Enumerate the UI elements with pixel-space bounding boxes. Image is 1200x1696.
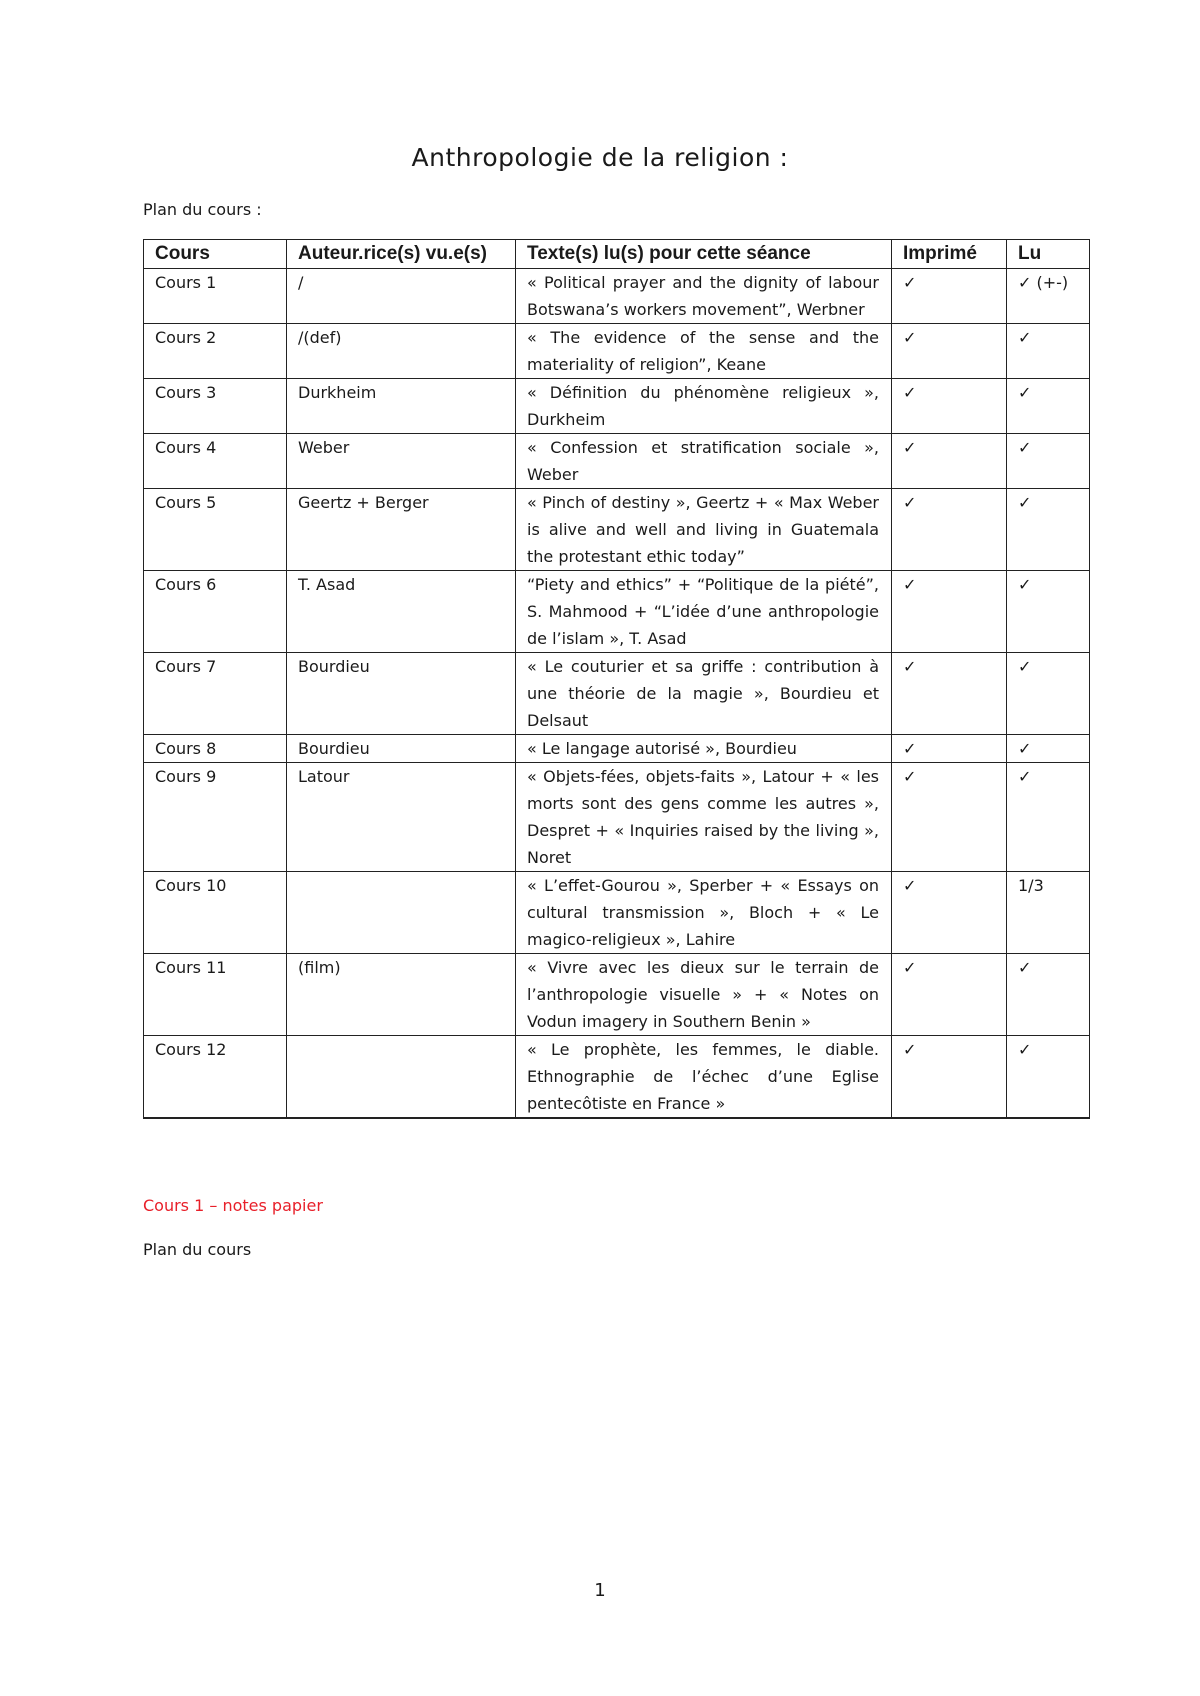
cell-cours: Cours 1 bbox=[144, 269, 287, 324]
cell-texte: « Confession et stratification sociale », Weber bbox=[516, 434, 892, 489]
cell-auteur: /(def) bbox=[287, 324, 516, 379]
header-texte: Texte(s) lu(s) pour cette séance bbox=[516, 240, 892, 269]
cell-auteur: Bourdieu bbox=[287, 735, 516, 763]
cell-cours: Cours 5 bbox=[144, 489, 287, 571]
cell-texte: « Le langage autorisé », Bourdieu bbox=[516, 735, 892, 763]
cell-cours: Cours 9 bbox=[144, 763, 287, 872]
cell-auteur: Weber bbox=[287, 434, 516, 489]
table-row bbox=[144, 735, 1090, 763]
cell-lu: ✓ bbox=[1007, 653, 1090, 735]
header-imprime: Imprimé bbox=[892, 240, 1007, 269]
cell-cours: Cours 3 bbox=[144, 379, 287, 434]
section-heading: Cours 1 – notes papier bbox=[143, 1196, 323, 1215]
cell-imprime: ✓ bbox=[892, 324, 1007, 379]
table-row bbox=[144, 1036, 1090, 1119]
cell-imprime: ✓ bbox=[892, 1036, 1007, 1119]
table-row bbox=[144, 379, 1090, 434]
table-row bbox=[144, 489, 1090, 571]
cell-lu: ✓ bbox=[1007, 434, 1090, 489]
table-row bbox=[144, 763, 1090, 872]
cell-auteur: T. Asad bbox=[287, 571, 516, 653]
cell-texte: « Pinch of destiny », Geertz + « Max Weber is alive and well and living in Guatemala the protestant ethic today” bbox=[516, 489, 892, 571]
page-title: Anthropologie de la religion : bbox=[411, 143, 789, 172]
cell-texte: « Political prayer and the dignity of labour Botswana’s workers movement”, Werbner bbox=[516, 269, 892, 324]
cell-cours: Cours 6 bbox=[144, 571, 287, 653]
cell-imprime: ✓ bbox=[892, 653, 1007, 735]
cell-imprime: ✓ bbox=[892, 434, 1007, 489]
cell-imprime: ✓ bbox=[892, 571, 1007, 653]
course-table bbox=[143, 239, 1090, 1119]
table-row bbox=[144, 324, 1090, 379]
cell-lu: ✓ bbox=[1007, 763, 1090, 872]
cell-lu: ✓ bbox=[1007, 379, 1090, 434]
cell-imprime: ✓ bbox=[892, 489, 1007, 571]
cell-texte: « The evidence of the sense and the materiality of religion”, Keane bbox=[516, 324, 892, 379]
cell-auteur: Geertz + Berger bbox=[287, 489, 516, 571]
cell-imprime: ✓ bbox=[892, 735, 1007, 763]
cell-texte: « Le prophète, les femmes, le diable. Ethnographie de l’échec d’une Eglise pentecôtiste en France » bbox=[516, 1036, 892, 1119]
table-row bbox=[144, 954, 1090, 1036]
cell-imprime: ✓ bbox=[892, 872, 1007, 954]
table-body bbox=[144, 269, 1090, 1119]
cell-cours: Cours 4 bbox=[144, 434, 287, 489]
cell-auteur bbox=[287, 1036, 516, 1119]
cell-cours: Cours 11 bbox=[144, 954, 287, 1036]
header-cours: Cours bbox=[144, 240, 287, 269]
table-row bbox=[144, 571, 1090, 653]
header-lu: Lu bbox=[1007, 240, 1090, 269]
cell-imprime: ✓ bbox=[892, 954, 1007, 1036]
cell-lu: ✓ bbox=[1007, 954, 1090, 1036]
cell-cours: Cours 10 bbox=[144, 872, 287, 954]
cell-texte: « Le couturier et sa griffe : contribution à une théorie de la magie », Bourdieu et Delsaut bbox=[516, 653, 892, 735]
table-row bbox=[144, 269, 1090, 324]
cell-lu: ✓ bbox=[1007, 1036, 1090, 1119]
cell-auteur: Bourdieu bbox=[287, 653, 516, 735]
cell-lu: ✓ (+-) bbox=[1007, 269, 1090, 324]
cell-imprime: ✓ bbox=[892, 763, 1007, 872]
table-row bbox=[144, 653, 1090, 735]
cell-imprime: ✓ bbox=[892, 269, 1007, 324]
cell-auteur: / bbox=[287, 269, 516, 324]
cell-lu: 1/3 bbox=[1007, 872, 1090, 954]
cell-lu: ✓ bbox=[1007, 571, 1090, 653]
cell-cours: Cours 2 bbox=[144, 324, 287, 379]
header-row bbox=[144, 240, 1090, 269]
page-number: 1 bbox=[594, 1580, 606, 1601]
cell-auteur: (film) bbox=[287, 954, 516, 1036]
table-row bbox=[144, 872, 1090, 954]
section-subheading: Plan du cours bbox=[143, 1240, 252, 1259]
cell-cours: Cours 12 bbox=[144, 1036, 287, 1119]
cell-auteur: Durkheim bbox=[287, 379, 516, 434]
cell-texte: « L’effet-Gourou », Sperber + « Essays on cultural transmission », Bloch + « Le magico-religieux », Lahire bbox=[516, 872, 892, 954]
cell-lu: ✓ bbox=[1007, 324, 1090, 379]
table-row bbox=[144, 434, 1090, 489]
cell-cours: Cours 7 bbox=[144, 653, 287, 735]
cell-texte: « Vivre avec les dieux sur le terrain de l’anthropologie visuelle » + « Notes on Vodun imagery in Southern Benin » bbox=[516, 954, 892, 1036]
cell-auteur: Latour bbox=[287, 763, 516, 872]
cell-texte: “Piety and ethics” + “Politique de la piété”, S. Mahmood + “L’idée d’une anthropologie de l’islam », T. Asad bbox=[516, 571, 892, 653]
cell-auteur bbox=[287, 872, 516, 954]
cell-texte: « Définition du phénomène religieux », Durkheim bbox=[516, 379, 892, 434]
cell-texte: « Objets-fées, objets-faits », Latour + « les morts sont des gens comme les autres », Despret + « Inquiries raised by the living », Noret bbox=[516, 763, 892, 872]
cell-imprime: ✓ bbox=[892, 379, 1007, 434]
cell-cours: Cours 8 bbox=[144, 735, 287, 763]
cell-lu: ✓ bbox=[1007, 489, 1090, 571]
cell-lu: ✓ bbox=[1007, 735, 1090, 763]
header-auteur: Auteur.rice(s) vu.e(s) bbox=[287, 240, 516, 269]
plan-label: Plan du cours : bbox=[143, 200, 262, 219]
table-header bbox=[144, 240, 1090, 269]
